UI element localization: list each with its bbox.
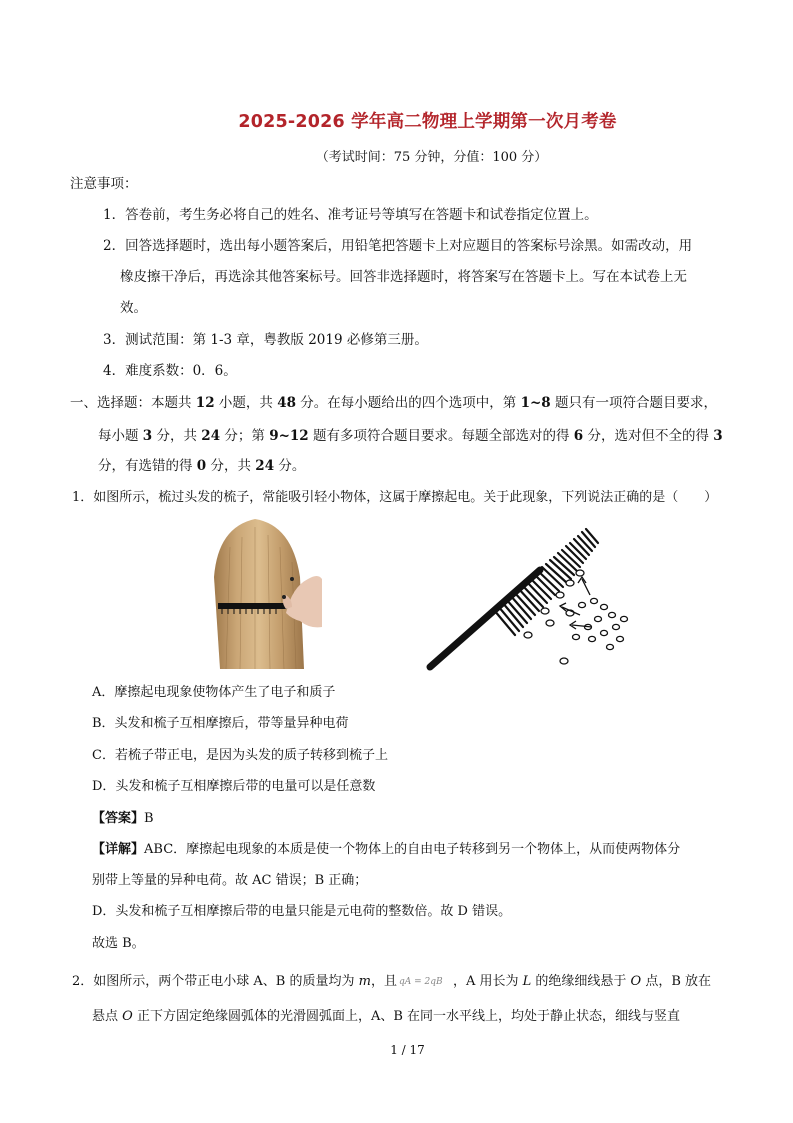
score-value: 24 [255, 458, 275, 474]
section-1-line-1 [70, 397, 717, 411]
section-1-line-3 [98, 460, 305, 474]
score-value: 6 [573, 428, 584, 444]
single-choice-range: 1~8 [520, 395, 551, 411]
comb-attraction-illustration [420, 515, 640, 675]
section-1-text: 分，共 [152, 428, 202, 444]
question-2-text: 点，B 放在 [641, 974, 712, 989]
notice-item-2-line-1: 2．回答选择题时，选出每小题答案后，用铅笔把答题卡上对应题目的答案标号涂黑。如需改动，用 [103, 238, 693, 254]
question-2-text: 的绝缘细线悬于 [531, 974, 631, 989]
question-2-text: 2．如图所示，两个带正电小球 A、B 的质量均为 [72, 974, 359, 989]
question-1-conclusion: 故选 B。 [92, 936, 145, 951]
notice-item-2-line-3: 效。 [120, 300, 147, 316]
page-title: 2025-2026 学年高二物理上学期第一次月考卷 [238, 112, 617, 132]
notice-item-1: 1．答卷前，考生务必将自己的姓名、准考证号等填写在答题卡和试卷指定位置上。 [103, 207, 598, 223]
section-1-line-2 [98, 430, 723, 444]
question-1-detail-line-2: 别带上等量的异种电荷。故 AC 错误；B 正确； [92, 873, 368, 888]
section-1-text: 题有多项符合题目要求。每题全部选对的得 [308, 428, 574, 444]
score-value: 3 [713, 428, 723, 444]
total-score: 48 [277, 395, 296, 411]
notice-item-3: 3．测试范围：第 1-3 章，粤教版 2019 必修第三册。 [103, 332, 428, 348]
question-1-option-c: C．若梳子带正电，是因为头发的质子转移到梳子上 [92, 748, 388, 763]
question-2-text: ，且 [370, 974, 397, 989]
question-1-detail-line-1 [92, 843, 680, 856]
question-2-line-1 [72, 973, 711, 988]
question-2-text: ，A 用长为 [452, 974, 523, 989]
question-1-option-a: A．摩擦起电现象使物体产生了电子和质子 [92, 685, 336, 700]
notice-heading: 注意事项： [70, 176, 138, 192]
question-1-detail-line-3: D．头发和梳子互相摩擦后带的电量只能是元电荷的整数倍。故 D 错误。 [92, 904, 512, 919]
section-1-text: 小题，共 [214, 395, 278, 411]
question-1-answer [92, 812, 154, 825]
section-1-text: 每小题 [98, 428, 143, 444]
var-O: O [630, 974, 642, 989]
section-1-text: 题只有一项符合题目要求， [550, 395, 717, 411]
section-1-text: 分，有选错的得 [98, 458, 197, 474]
section-1-text: 分；第 [220, 428, 270, 444]
question-2-text: 正下方固定绝缘圆弧体的光滑圆弧面上，A、B 在同一水平线上，均处于静止状态，细线与竖直 [132, 1009, 681, 1024]
var-O: O [122, 1009, 133, 1024]
notice-item-4: 4．难度系数：0．6。 [103, 363, 237, 379]
notice-item-2-line-2: 橡皮擦干净后，再选涂其他答案标号。回答非选择题时，将答案写在答题卡上。写在本试卷上无 [120, 269, 687, 285]
section-1-text: 一、选择题：本题共 [70, 395, 196, 411]
var-L: L [522, 974, 532, 989]
multi-choice-range: 9~12 [269, 428, 309, 444]
question-count: 12 [195, 395, 215, 411]
question-2-text: 悬点 [92, 1009, 123, 1024]
question-1-stem: 1．如图所示，梳过头发的梳子，常能吸引轻小物体，这属于摩擦起电。关于此现象，下列说法正确的是（ ） [72, 490, 718, 505]
page-number: 1 / 17 [390, 1043, 425, 1057]
answer-label: 【答案】 [92, 811, 145, 826]
section-1-text: 分，共 [206, 458, 256, 474]
section-1-text: 分。在每小题给出的四个选项中，第 [295, 395, 521, 411]
detail-label: 【详解】 [92, 842, 145, 857]
question-1-option-b: B．头发和梳子互相摩擦后，带等量异种电荷 [92, 716, 349, 731]
score-value: 24 [201, 428, 221, 444]
exam-info: （考试时间：75 分钟，分值：100 分） [315, 150, 548, 165]
score-value: 3 [142, 428, 153, 444]
question-1-option-d: D．头发和梳子互相摩擦后带的电量可以是任意数 [92, 779, 376, 794]
charge-formula-text: qA = 2qB [398, 977, 443, 987]
answer-value: B [144, 811, 154, 826]
section-1-text: 分，选对但不全的得 [583, 428, 714, 444]
section-1-text: 分。 [274, 458, 306, 474]
question-2-line-2 [92, 1010, 680, 1023]
var-m: m [358, 974, 371, 989]
score-value: 0 [196, 458, 207, 474]
detail-text: ABC．摩擦起电现象的本质是使一个物体上的自由电子转移到另一个物体上，从而使两物体分 [144, 842, 681, 857]
charge-formula [397, 973, 453, 987]
hair-comb-photo [200, 517, 322, 669]
